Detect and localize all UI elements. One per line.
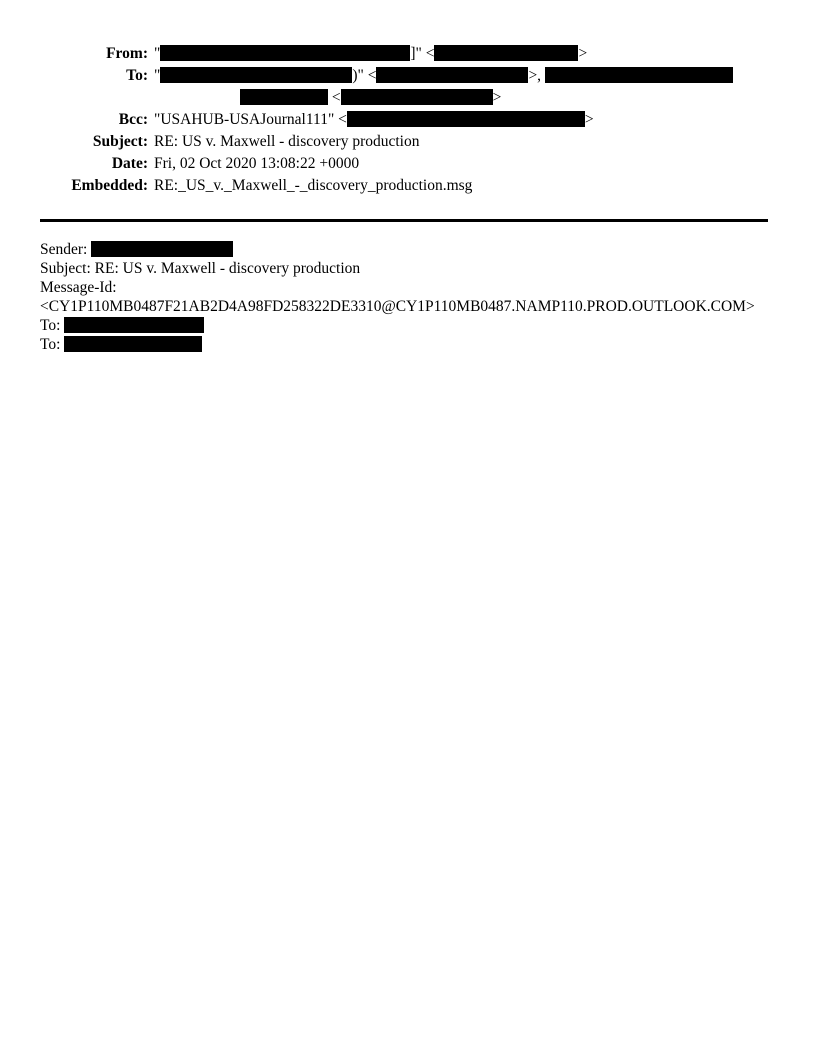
text-run: >	[584, 111, 594, 128]
redaction-bar	[91, 241, 233, 257]
redaction-bar	[376, 67, 528, 83]
text-run: ]" <	[410, 45, 435, 62]
text-run: "USAHUB-USAJournal111" <	[154, 111, 347, 128]
header-field-value	[154, 176, 762, 196]
text-run: To:	[40, 317, 65, 334]
body-line	[40, 316, 770, 335]
header-row	[62, 44, 762, 64]
text-run: >	[492, 89, 502, 106]
header-field-value	[154, 132, 762, 152]
body-line	[40, 278, 770, 297]
header-field-value	[154, 44, 762, 64]
header-field-label: From:	[106, 45, 148, 62]
text-run: Fri, 02 Oct 2020 13:08:22 +0000	[154, 155, 360, 172]
email-body-block	[40, 240, 770, 354]
text-run: "	[154, 67, 161, 84]
body-line	[40, 259, 770, 278]
body-line	[40, 240, 770, 259]
header-field-value	[154, 66, 762, 86]
body-line	[40, 297, 770, 316]
text-run: >,	[528, 67, 545, 84]
text-run: <	[328, 89, 341, 106]
header-row-continuation	[62, 88, 762, 108]
redaction-bar	[347, 111, 585, 127]
header-field-label: Subject:	[92, 133, 148, 150]
text-run: RE: US v. Maxwell - discovery production	[154, 133, 420, 150]
text-run: >	[578, 45, 588, 62]
redaction-bar	[64, 317, 204, 333]
redaction-bar	[160, 67, 352, 83]
body-line	[40, 335, 770, 354]
text-run: "	[154, 45, 161, 62]
header-row	[62, 132, 762, 152]
text-run: Message-Id:	[40, 279, 117, 296]
header-row	[62, 176, 762, 196]
redaction-bar	[434, 45, 578, 61]
redaction-bar	[341, 89, 493, 105]
text-run: RE:_US_v._Maxwell_-_discovery_production.msg	[154, 177, 473, 194]
horizontal-divider	[40, 219, 768, 222]
header-field-value	[154, 110, 762, 130]
email-header-block	[62, 44, 762, 198]
text-run: <CY1P110MB0487F21AB2D4A98FD258322DE3310@CY1P110MB0487.NAMP110.PROD.OUTLOOK.COM>	[40, 298, 755, 315]
text-run: )" <	[352, 67, 377, 84]
text-run: To:	[40, 336, 65, 353]
redaction-bar	[160, 45, 410, 61]
header-field-label: Date:	[111, 155, 148, 172]
redaction-bar	[240, 89, 328, 105]
header-field-value	[154, 88, 762, 108]
header-row	[62, 110, 762, 130]
header-field-label: Bcc:	[118, 111, 148, 128]
header-field-label: To:	[126, 67, 148, 84]
header-row	[62, 66, 762, 86]
header-field-value	[154, 154, 762, 174]
redaction-bar	[64, 336, 202, 352]
header-row	[62, 154, 762, 174]
text-run: Sender:	[40, 241, 92, 258]
redaction-bar	[545, 67, 733, 83]
text-run: Subject: RE: US v. Maxwell - discovery production	[40, 260, 361, 277]
header-field-label: Embedded:	[71, 177, 148, 194]
